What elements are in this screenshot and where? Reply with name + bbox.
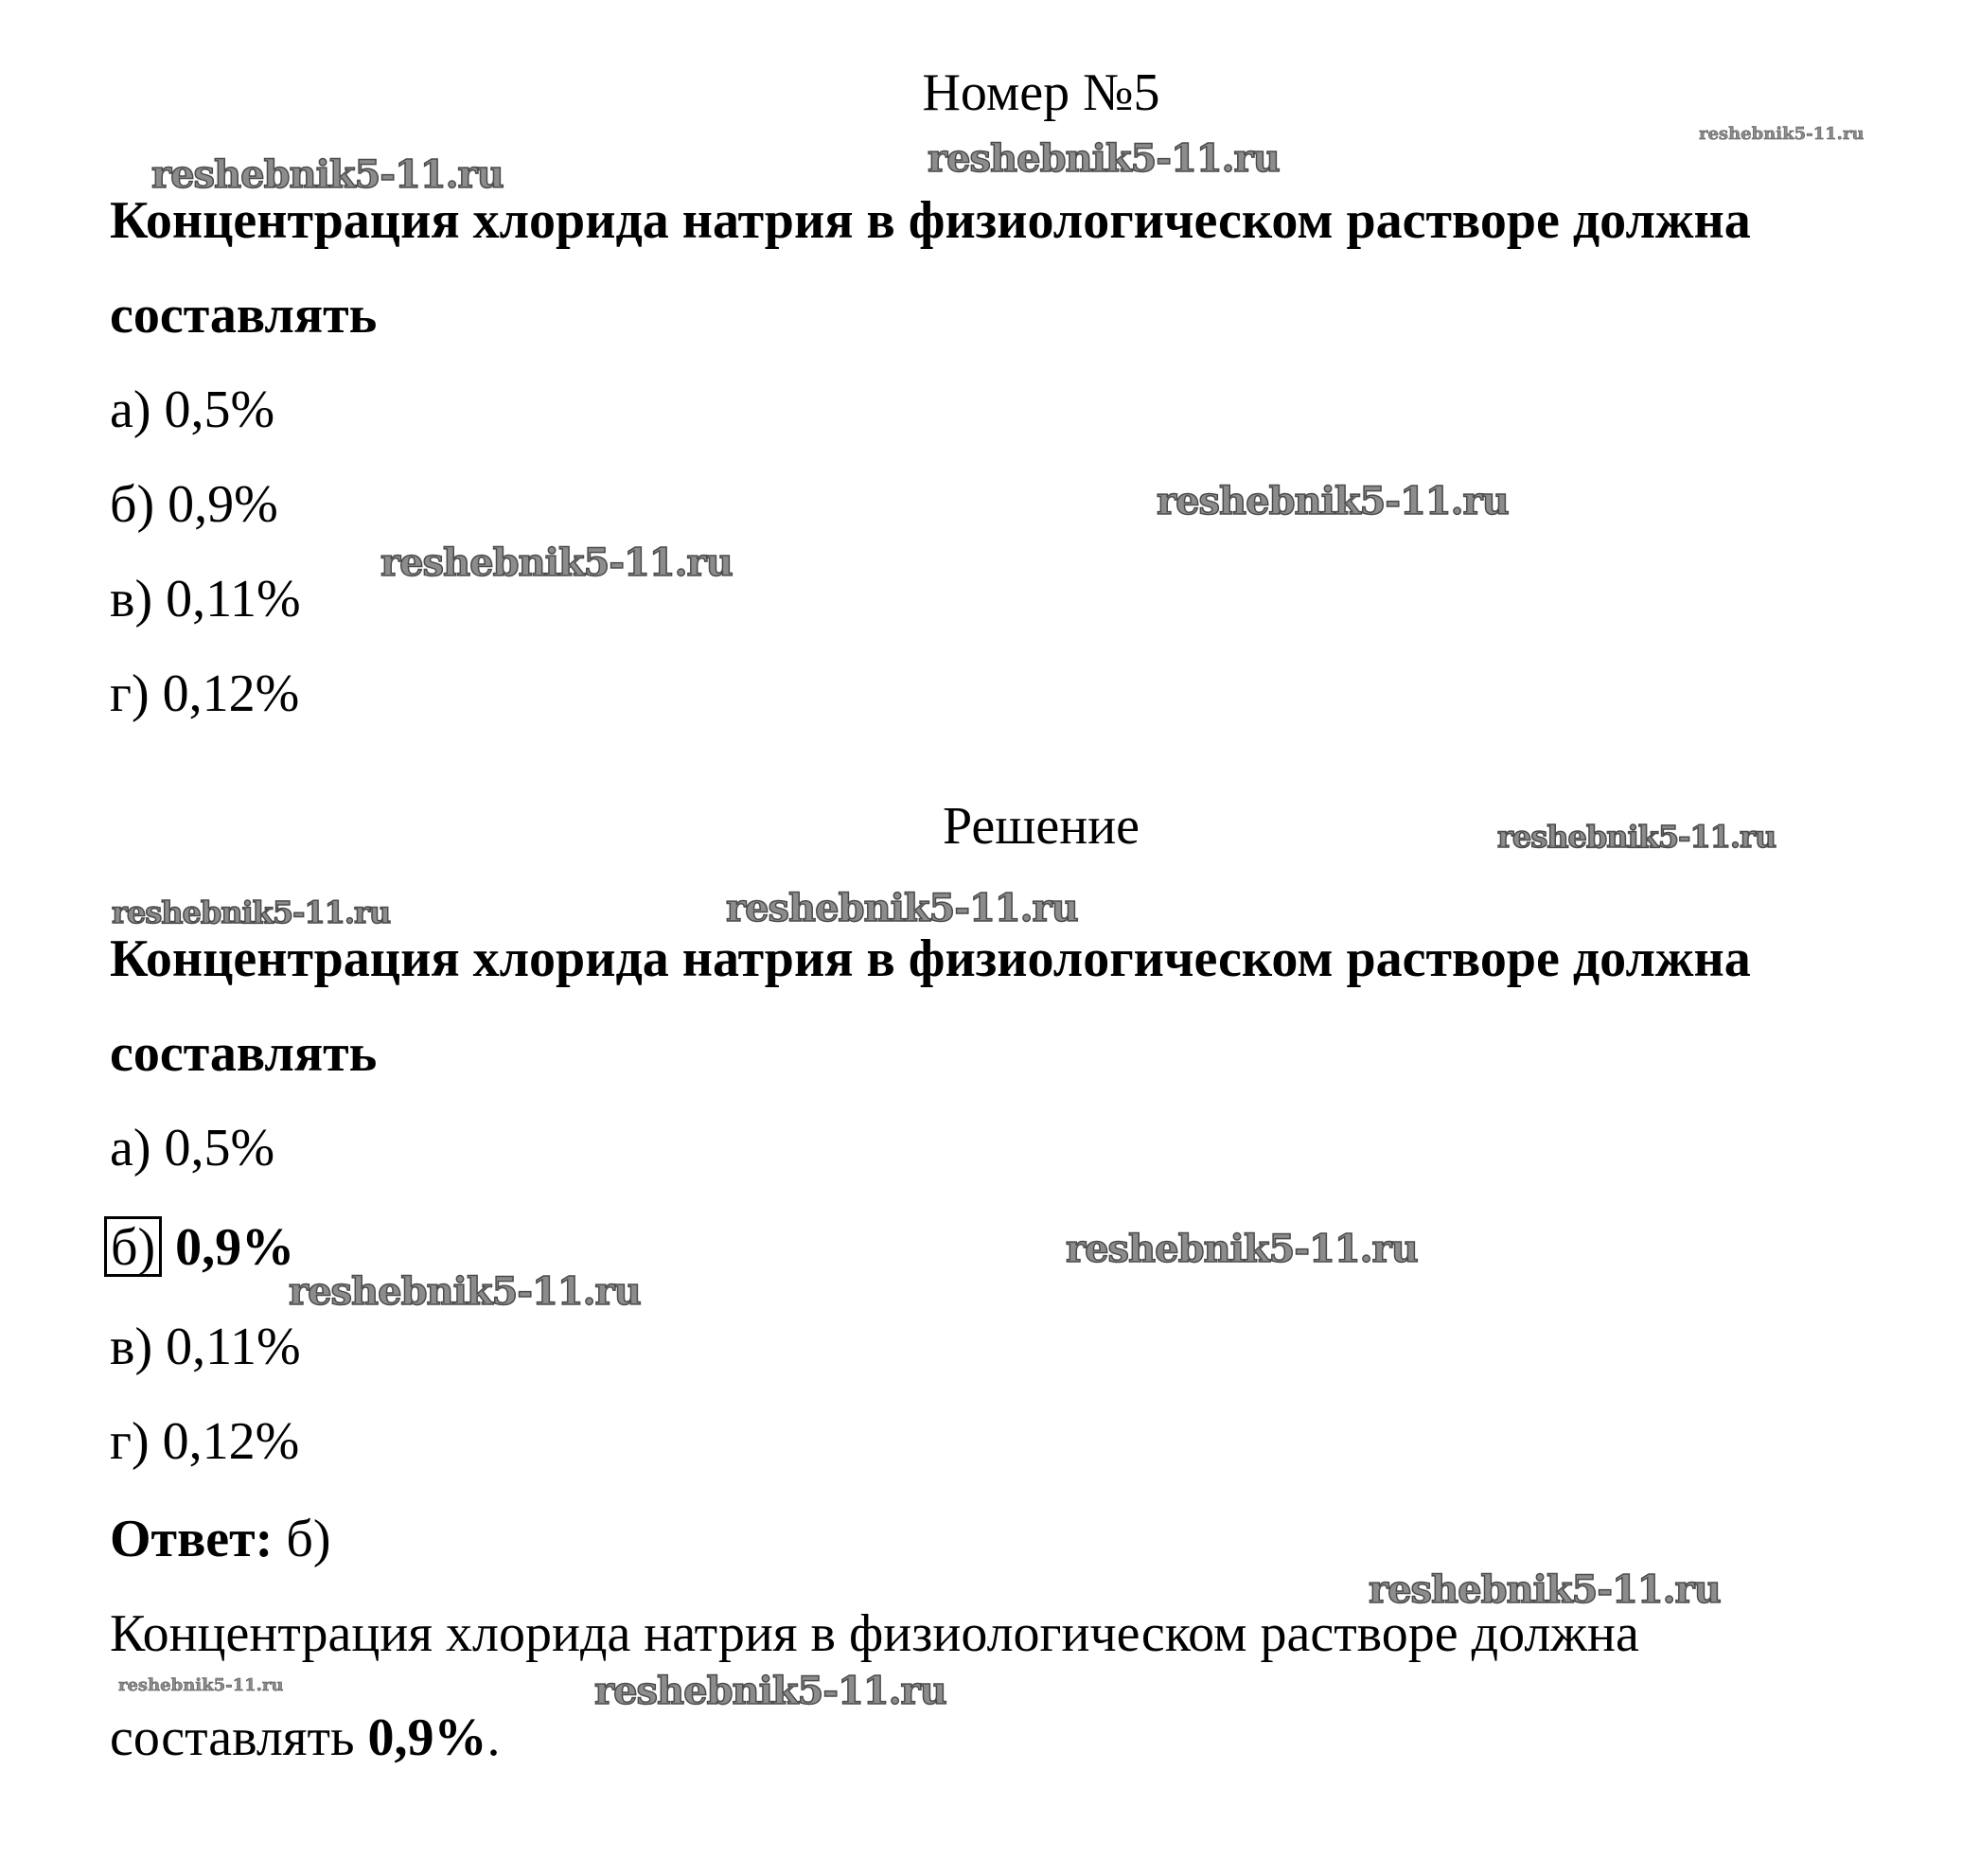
selected-answer-value: 0,9%: [175, 1218, 295, 1277]
watermark: reshebnik5-11.ru: [118, 1675, 284, 1695]
question-option-b: б) 0,9%: [110, 475, 278, 534]
answer-line: [110, 1510, 331, 1568]
selected-answer-box: б): [104, 1216, 162, 1277]
explanation-line2: [110, 1708, 501, 1767]
watermark: reshebnik5-11.ru: [1497, 819, 1776, 855]
solution-option-a: а) 0,5%: [110, 1119, 275, 1177]
watermark: reshebnik5-11.ru: [380, 540, 733, 585]
watermark: reshebnik5-11.ru: [289, 1269, 641, 1314]
question-option-d: г) 0,12%: [110, 664, 300, 723]
watermark: reshebnik5-11.ru: [726, 886, 1078, 930]
watermark: reshebnik5-11.ru: [594, 1669, 946, 1713]
watermark: reshebnik5-11.ru: [928, 136, 1280, 181]
page-title: Номер №5: [922, 63, 1160, 122]
watermark: reshebnik5-11.ru: [151, 152, 504, 197]
question-option-a: а) 0,5%: [110, 381, 275, 439]
watermark: reshebnik5-11.ru: [1157, 479, 1509, 523]
answer-value: б): [273, 1510, 331, 1568]
solution-option-b: [110, 1216, 294, 1277]
question-text-line2: составлять: [110, 286, 378, 345]
watermark: reshebnik5-11.ru: [1699, 124, 1865, 144]
explanation-value: 0,9%: [367, 1708, 487, 1767]
question-text-line1: Концентрация хлорида натрия в физиологическом растворе должна: [110, 191, 1751, 250]
explanation-prefix: составлять: [110, 1708, 368, 1767]
answer-label: Ответ:: [110, 1510, 274, 1568]
solution-heading: Решение: [942, 797, 1140, 856]
solution-text-line2: составлять: [110, 1024, 378, 1083]
watermark: reshebnik5-11.ru: [112, 894, 391, 930]
question-option-c: в) 0,11%: [110, 570, 301, 628]
solution-option-c: в) 0,11%: [110, 1318, 301, 1376]
explanation-line1: Концентрация хлорида натрия в физиологическом растворе должна: [110, 1604, 1639, 1663]
watermark: reshebnik5-11.ru: [1369, 1567, 1721, 1612]
solution-text-line1: Концентрация хлорида натрия в физиологическом растворе должна: [110, 929, 1751, 988]
watermark: reshebnik5-11.ru: [1066, 1227, 1418, 1271]
explanation-suffix: .: [486, 1708, 501, 1767]
solution-option-d: г) 0,12%: [110, 1412, 300, 1471]
